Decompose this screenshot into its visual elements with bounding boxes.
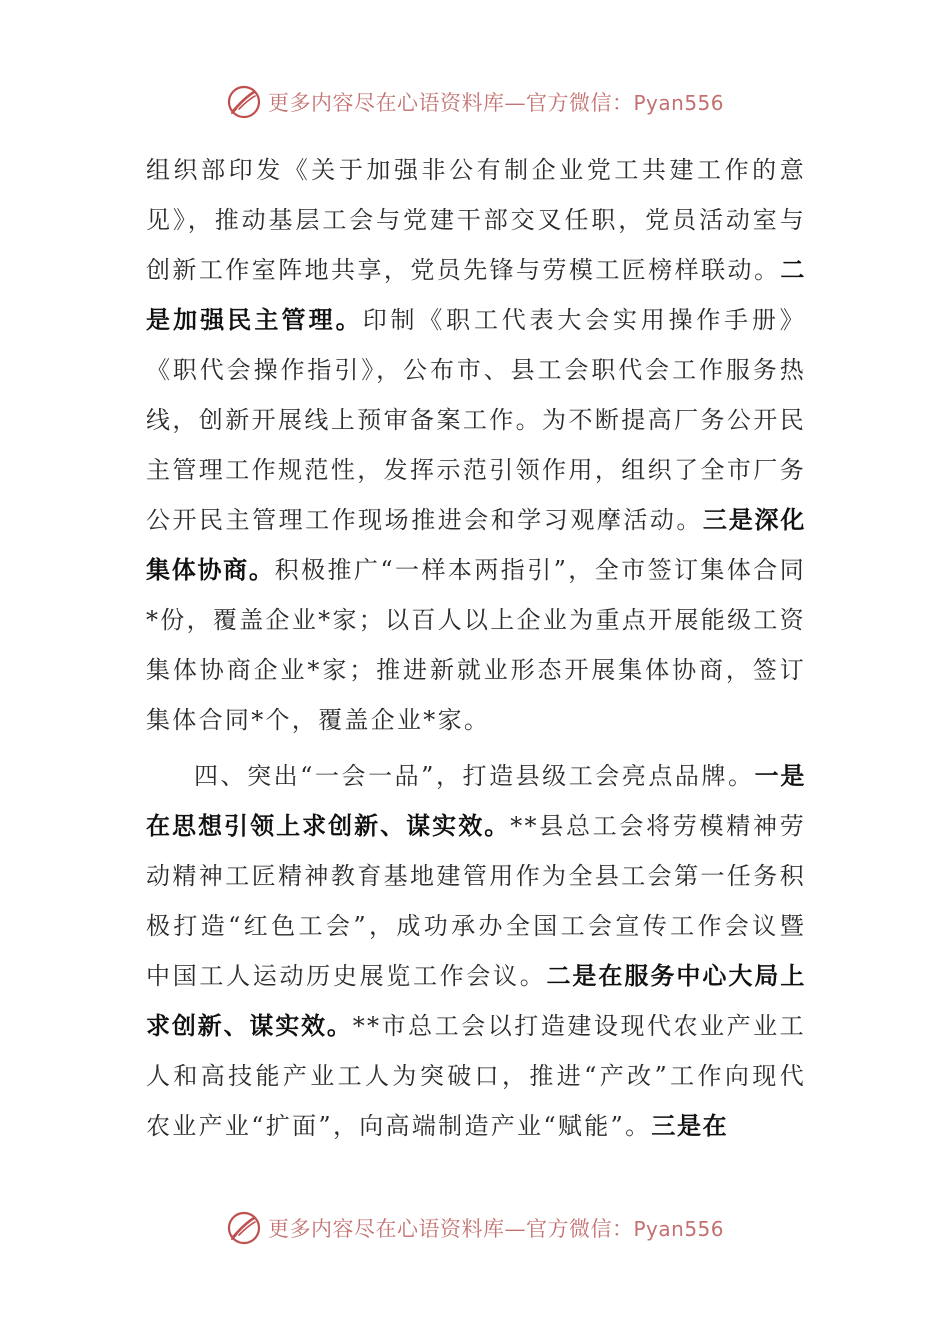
watermark-label: 更多内容尽在心语资料库—官方微信：	[267, 1217, 634, 1241]
watermark-text	[268, 87, 724, 117]
paragraph-text: 印制《职工代表大会实用操作手册》《职代会操作指引》，公布市、县工会职代会工作服务热线，创新开展线上预审备案工作。为不断提高厂务公开民主管理工作规范性，发挥示范引领作用，组织了全市厂务公开民主管理工作现场推进会和学习观摩活动。	[146, 306, 806, 534]
paragraph	[146, 145, 806, 745]
paragraph-text: 四、突出“一会一品”，打造县级工会亮点品牌。	[194, 762, 755, 790]
bold-heading: 三是在	[651, 1112, 729, 1140]
watermark-text	[268, 1213, 724, 1243]
pen-logo-icon	[226, 1210, 262, 1246]
document-body	[146, 145, 806, 1151]
paragraph-text: 组织部印发《关于加强非公有制企业党工共建工作的意见》，推动基层工会与党建干部交叉任职，党员活动室与创新工作室阵地共享，党员先锋与劳模工匠榜样联动。	[146, 156, 806, 284]
paragraph-text: 积极推广“一样本两指引”，全市签订集体合同*份，覆盖企业*家；以百人以上企业为重点开展能级工资集体协商企业*家；推进新就业形态开展集体协商，签订集体合同*个，覆盖企业*家。	[146, 556, 807, 734]
watermark-label: 更多内容尽在心语资料库—官方微信：	[267, 91, 634, 115]
watermark-wechat-id: Pyan556	[633, 1217, 724, 1241]
pen-logo-icon	[226, 84, 262, 120]
paragraph-text: **市总工会以打造建设现代农业产业工人和高技能产业工人为突破口，推进“产改”工作向现代农业产业“扩面”，向高端制造产业“赋能”。	[146, 1012, 806, 1140]
bold-heading: 二是在服务中心大局上求创新、谋实效。	[146, 962, 806, 1040]
paragraph	[146, 751, 806, 1151]
watermark-footer	[0, 1208, 950, 1248]
bold-heading: 一是在思想引领上求创新、谋实效。	[146, 762, 807, 840]
watermark-header	[0, 82, 950, 122]
paragraph-text: **县总工会将劳模精神劳动精神工匠精神教育基地建管用作为全县工会第一任务积极打造“红色工会”，成功承办全国工会宣传工作会议暨中国工人运动历史展览工作会议。	[146, 812, 806, 990]
bold-heading: 二是加强民主管理。	[146, 256, 806, 334]
bold-heading: 三是深化集体协商。	[146, 506, 806, 584]
watermark-wechat-id: Pyan556	[633, 91, 724, 115]
